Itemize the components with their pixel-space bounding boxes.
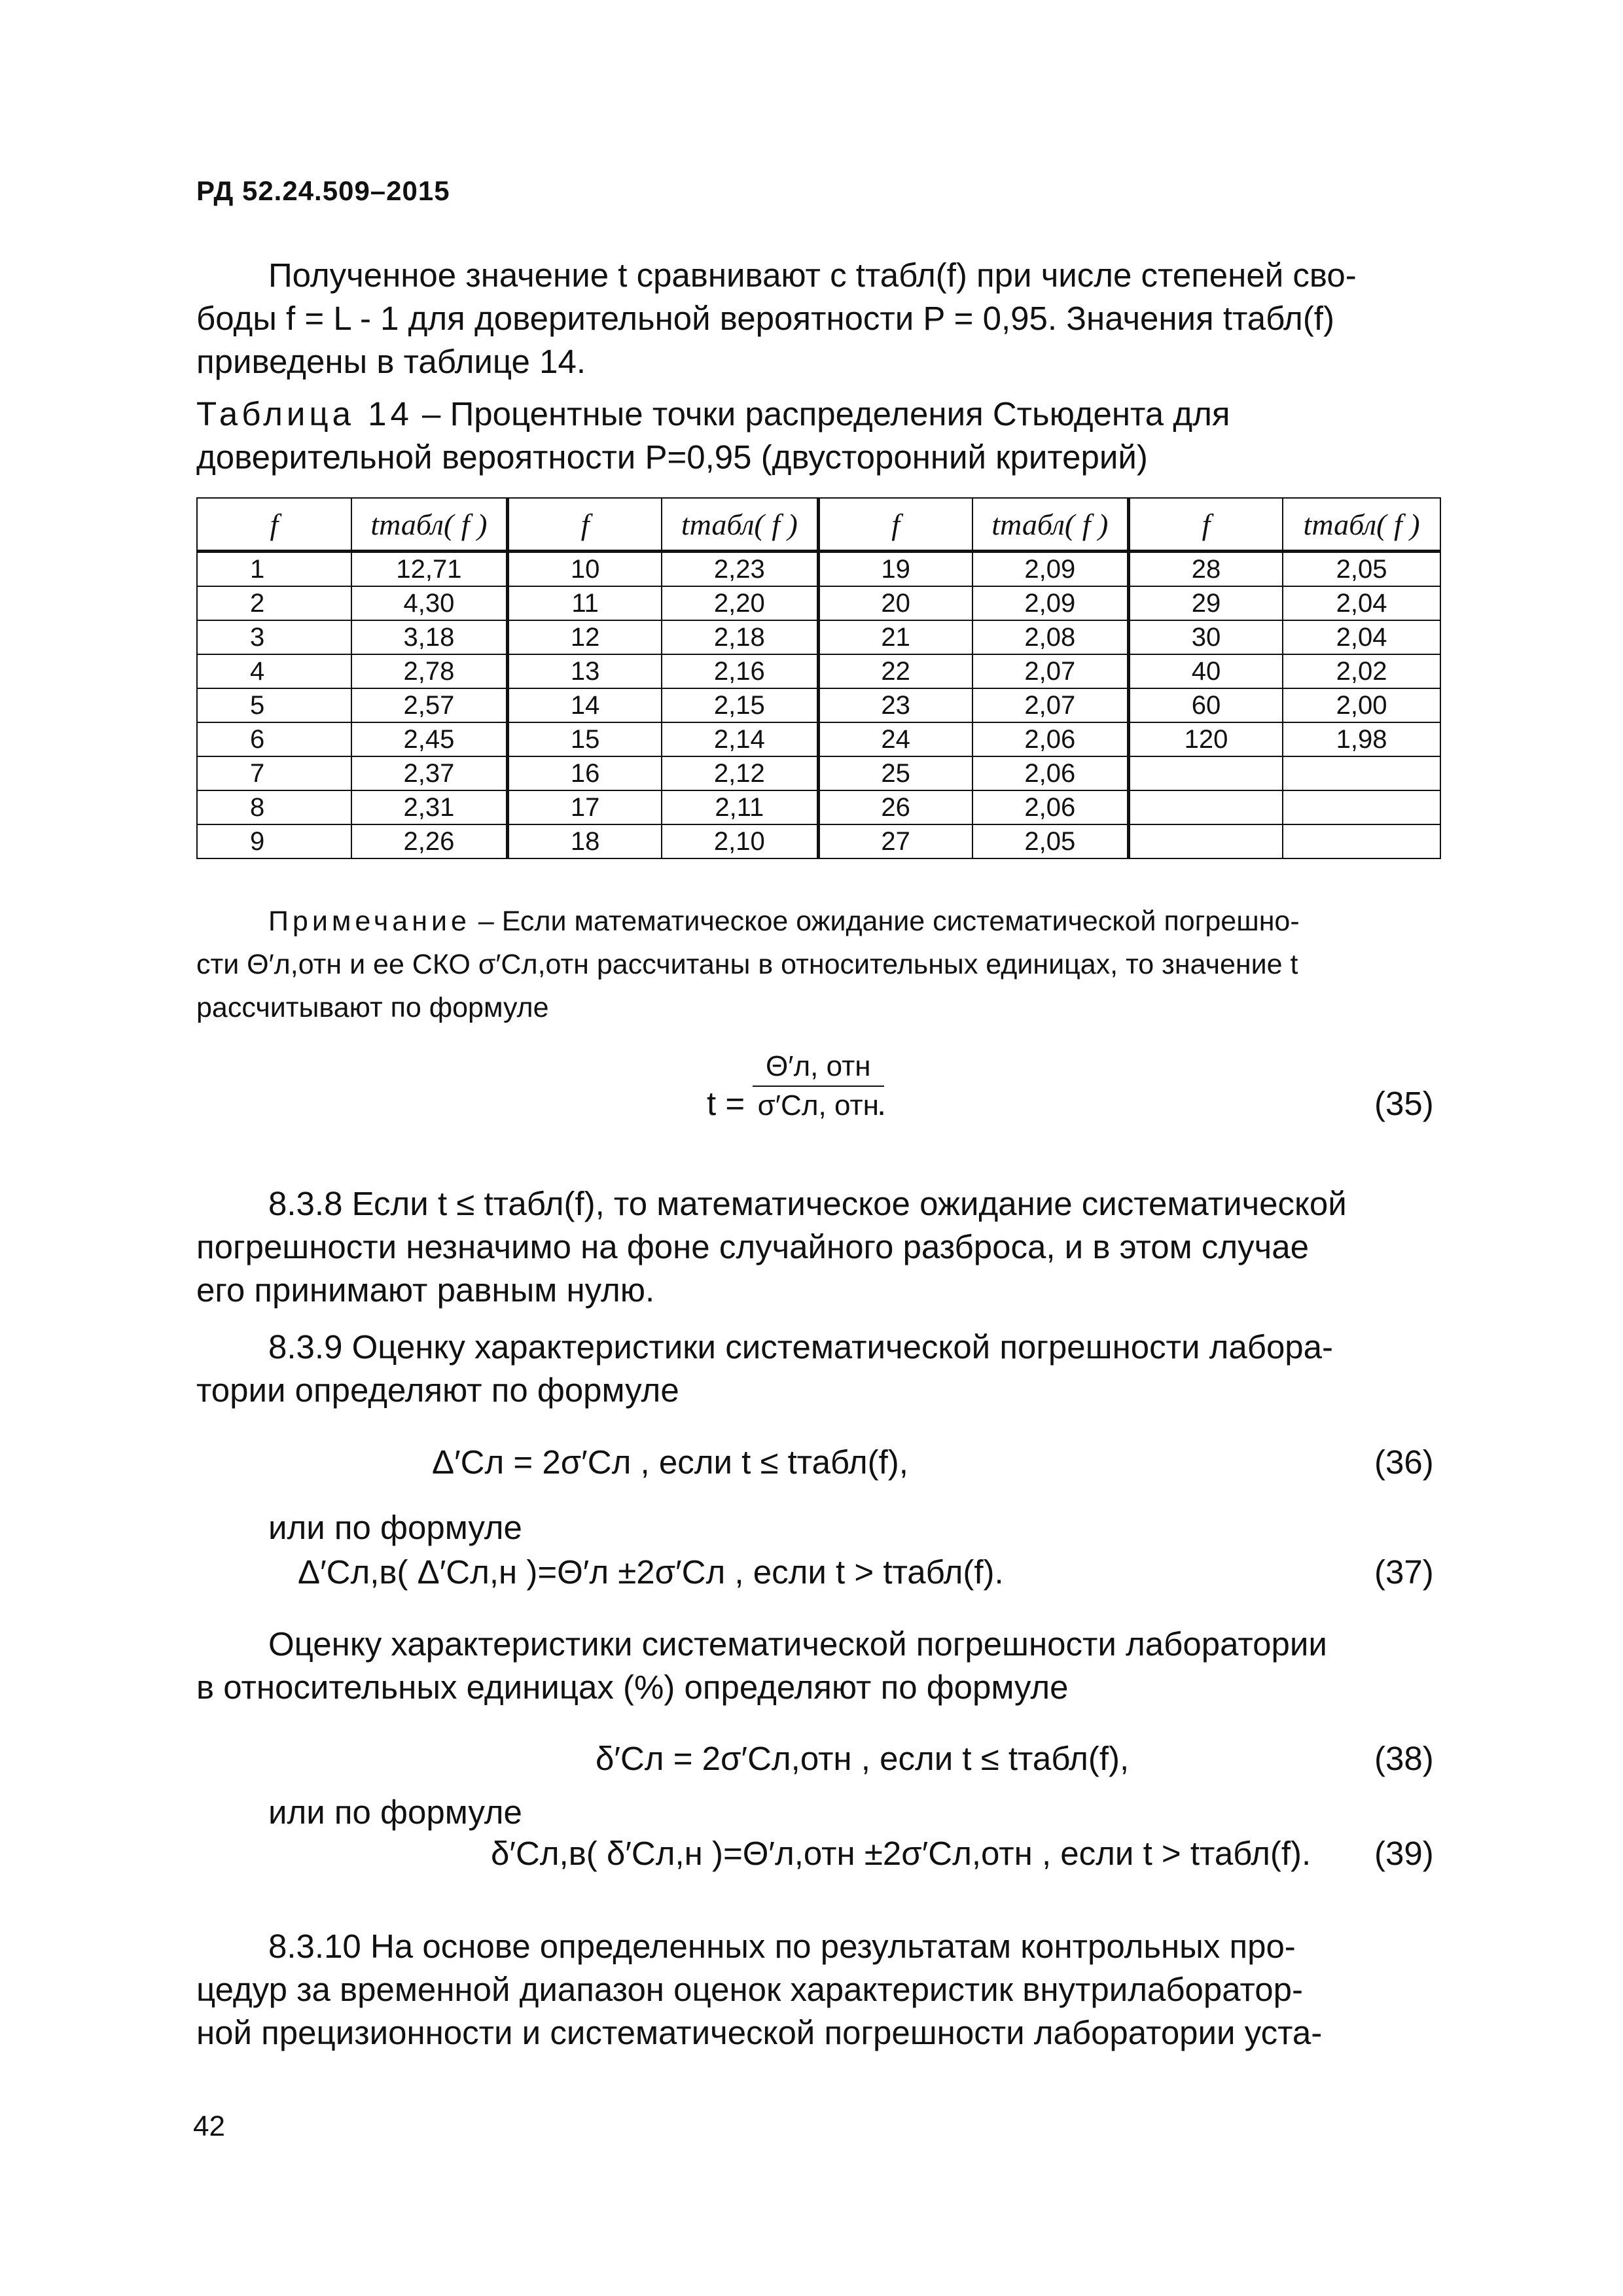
header-f: f xyxy=(818,498,972,552)
table-cell: 2,07 xyxy=(972,654,1129,688)
formula-35-number: (35) xyxy=(1374,1085,1434,1122)
table-cell: 2,02 xyxy=(1283,654,1440,688)
table-cell xyxy=(1128,790,1283,824)
table-cell: 24 xyxy=(818,722,972,756)
table-caption xyxy=(196,393,1440,479)
table-cell: 11 xyxy=(508,586,662,620)
note-lead: Примечание xyxy=(268,906,471,937)
header-f: f xyxy=(508,498,662,552)
intro-line-2: боды f = L - 1 для доверительной вероятности P = 0,95. Значения tтабл(f) xyxy=(196,300,1334,337)
table-header-row xyxy=(197,498,1440,552)
table-cell: 2,04 xyxy=(1283,586,1440,620)
table-row xyxy=(197,722,1440,756)
header-t: tтабл( f ) xyxy=(662,498,818,552)
formula-38: δ′Сл = 2σ′Сл,отн , если t ≤ tтабл(f), xyxy=(596,1740,1130,1777)
header-t: tтабл( f ) xyxy=(351,498,508,552)
table-row xyxy=(197,790,1440,824)
p8310-line-1: 8.3.10 На основе определенных по результатам контрольных про- xyxy=(268,1928,1296,1965)
table-cell: 26 xyxy=(818,790,972,824)
formula-35-tail: . xyxy=(877,1085,887,1122)
table-cell: 27 xyxy=(818,824,972,858)
formula-35-lhs: t = xyxy=(707,1085,745,1122)
p8310-line-2: цедур за временной диапазон оценок характеристик внутрилаборатор- xyxy=(196,1971,1304,2008)
table-cell: 20 xyxy=(818,586,972,620)
table-cell: 25 xyxy=(818,756,972,790)
table-cell: 18 xyxy=(508,824,662,858)
table-cell: 2,78 xyxy=(351,654,508,688)
table-cell: 6 xyxy=(197,722,351,756)
p838-line-3: его принимают равным нулю. xyxy=(196,1271,655,1309)
p-rel-line-2: в относительных единицах (%) определяют по формуле xyxy=(196,1669,1069,1706)
table-cell xyxy=(1283,824,1440,858)
table-cell: 1,98 xyxy=(1283,722,1440,756)
table-cell: 2,26 xyxy=(351,824,508,858)
header-t: tтабл( f ) xyxy=(1283,498,1440,552)
table-cell: 120 xyxy=(1128,722,1283,756)
table-cell: 2 xyxy=(197,586,351,620)
table-cell: 2,11 xyxy=(662,790,818,824)
table-cell: 1 xyxy=(197,552,351,587)
formula-35-denominator: σ′Сл, отн xyxy=(757,1089,879,1122)
table-row xyxy=(197,552,1440,587)
table-cell: 2,37 xyxy=(351,756,508,790)
p839-line-2: тории определяют по формуле xyxy=(196,1371,679,1409)
table-row xyxy=(197,688,1440,722)
table-cell: 19 xyxy=(818,552,972,587)
formula-39-number: (39) xyxy=(1374,1835,1434,1872)
table-cell: 2,04 xyxy=(1283,620,1440,654)
table-cell: 30 xyxy=(1128,620,1283,654)
paragraph-8-3-10 xyxy=(196,1925,1440,2055)
table-cell: 2,06 xyxy=(972,756,1129,790)
student-distribution-table xyxy=(196,497,1441,859)
formula-36-number: (36) xyxy=(1374,1443,1434,1481)
table-cell: 21 xyxy=(818,620,972,654)
table-cell: 17 xyxy=(508,790,662,824)
table-row xyxy=(197,654,1440,688)
table-cell: 4 xyxy=(197,654,351,688)
table-cell: 2,09 xyxy=(972,552,1129,587)
table-cell: 22 xyxy=(818,654,972,688)
paragraph-8-3-9 xyxy=(196,1326,1440,1412)
table-cell: 9 xyxy=(197,824,351,858)
table-cell: 8 xyxy=(197,790,351,824)
table-cell: 2,08 xyxy=(972,620,1129,654)
p-rel-line-1: Оценку характеристики систематической погрешности лаборатории xyxy=(268,1625,1327,1663)
table-cell: 60 xyxy=(1128,688,1283,722)
table-cell: 2,23 xyxy=(662,552,818,587)
table-cell: 16 xyxy=(508,756,662,790)
table-cell: 2,45 xyxy=(351,722,508,756)
table-row xyxy=(197,620,1440,654)
table-cell: 15 xyxy=(508,722,662,756)
table-caption-line-2: доверительной вероятности P=0,95 (двусторонний критерий) xyxy=(196,438,1148,476)
formula-37-number: (37) xyxy=(1374,1553,1434,1591)
table-cell: 2,18 xyxy=(662,620,818,654)
table-cell: 2,10 xyxy=(662,824,818,858)
p838-line-1: 8.3.8 Если t ≤ tтабл(f), то математическое ожидание систематической xyxy=(268,1185,1347,1222)
table-cell: 2,31 xyxy=(351,790,508,824)
table-cell: 2,16 xyxy=(662,654,818,688)
formula-36: Δ′Сл = 2σ′Сл , если t ≤ tтабл(f), xyxy=(432,1443,908,1481)
table-row xyxy=(197,756,1440,790)
table-cell: 13 xyxy=(508,654,662,688)
table-cell: 2,15 xyxy=(662,688,818,722)
table-cell xyxy=(1128,824,1283,858)
header-t: tтабл( f ) xyxy=(972,498,1129,552)
table-caption-lead: Таблица 14 xyxy=(196,395,413,433)
table-cell xyxy=(1283,756,1440,790)
header-f: f xyxy=(197,498,351,552)
table-cell: 2,57 xyxy=(351,688,508,722)
p839-line-1: 8.3.9 Оценку характеристики систематической погрешности лабора- xyxy=(268,1328,1334,1366)
table-cell: 2,05 xyxy=(1283,552,1440,587)
or-by-formula-2: или по формуле xyxy=(268,1793,522,1831)
table-cell: 12,71 xyxy=(351,552,508,587)
table-cell: 29 xyxy=(1128,586,1283,620)
page-number: 42 xyxy=(193,2110,225,2142)
table-cell: 2,12 xyxy=(662,756,818,790)
paragraph-relative-units xyxy=(196,1623,1440,1709)
table-cell: 2,06 xyxy=(972,790,1129,824)
document-code: РД 52.24.509–2015 xyxy=(196,175,450,206)
table-cell: 40 xyxy=(1128,654,1283,688)
table-row xyxy=(197,586,1440,620)
table-cell xyxy=(1283,790,1440,824)
p838-line-2: погрешности незначимо на фоне случайного разброса, и в этом случае xyxy=(196,1228,1309,1265)
intro-line-1: Полученное значение t сравнивают с tтабл(f) при числе степеней сво- xyxy=(268,256,1357,294)
table-cell: 2,06 xyxy=(972,722,1129,756)
table-note xyxy=(196,900,1440,1029)
note-line-3: рассчитывают по формуле xyxy=(196,992,549,1023)
table-cell: 12 xyxy=(508,620,662,654)
paragraph-8-3-8 xyxy=(196,1182,1440,1312)
formula-39: δ′Сл,в( δ′Сл,н )=Θ′л,отн ±2σ′Сл,отн , если t > tтабл(f). xyxy=(491,1835,1311,1872)
table-cell: 2,00 xyxy=(1283,688,1440,722)
intro-line-3: приведены в таблице 14. xyxy=(196,343,586,380)
table-cell: 2,14 xyxy=(662,722,818,756)
note-line-2: сти Θ′л,отн и ее СКО σ′Сл,отн рассчитаны в относительных единицах, то значение t xyxy=(196,949,1298,980)
table-cell: 3,18 xyxy=(351,620,508,654)
header-f: f xyxy=(1128,498,1283,552)
table-cell: 4,30 xyxy=(351,586,508,620)
table-cell: 2,07 xyxy=(972,688,1129,722)
or-by-formula-1: или по формуле xyxy=(268,1509,522,1546)
table-cell: 23 xyxy=(818,688,972,722)
note-rest: – Если математическое ожидание систематической погрешно- xyxy=(470,906,1300,937)
table-cell: 5 xyxy=(197,688,351,722)
table-caption-rest: – Процентные точки распределения Стьюдента для xyxy=(412,395,1230,433)
table-cell: 7 xyxy=(197,756,351,790)
intro-paragraph xyxy=(196,254,1440,383)
p8310-line-3: ной прецизионности и систематической погрешности лаборатории уста- xyxy=(196,2014,1323,2051)
table-cell: 2,20 xyxy=(662,586,818,620)
table-cell xyxy=(1128,756,1283,790)
table-cell: 3 xyxy=(197,620,351,654)
table-cell: 2,05 xyxy=(972,824,1129,858)
table-row xyxy=(197,824,1440,858)
table-cell: 10 xyxy=(508,552,662,587)
table-cell: 14 xyxy=(508,688,662,722)
table-cell: 2,09 xyxy=(972,586,1129,620)
table-cell: 28 xyxy=(1128,552,1283,587)
formula-35-numerator: Θ′л, отн xyxy=(753,1050,884,1087)
formula-37: Δ′Сл,в( Δ′Сл,н )=Θ′л ±2σ′Сл , если t > tтабл(f). xyxy=(298,1553,1004,1591)
formula-35-fraction xyxy=(753,1050,884,1122)
formula-38-number: (38) xyxy=(1374,1740,1434,1777)
